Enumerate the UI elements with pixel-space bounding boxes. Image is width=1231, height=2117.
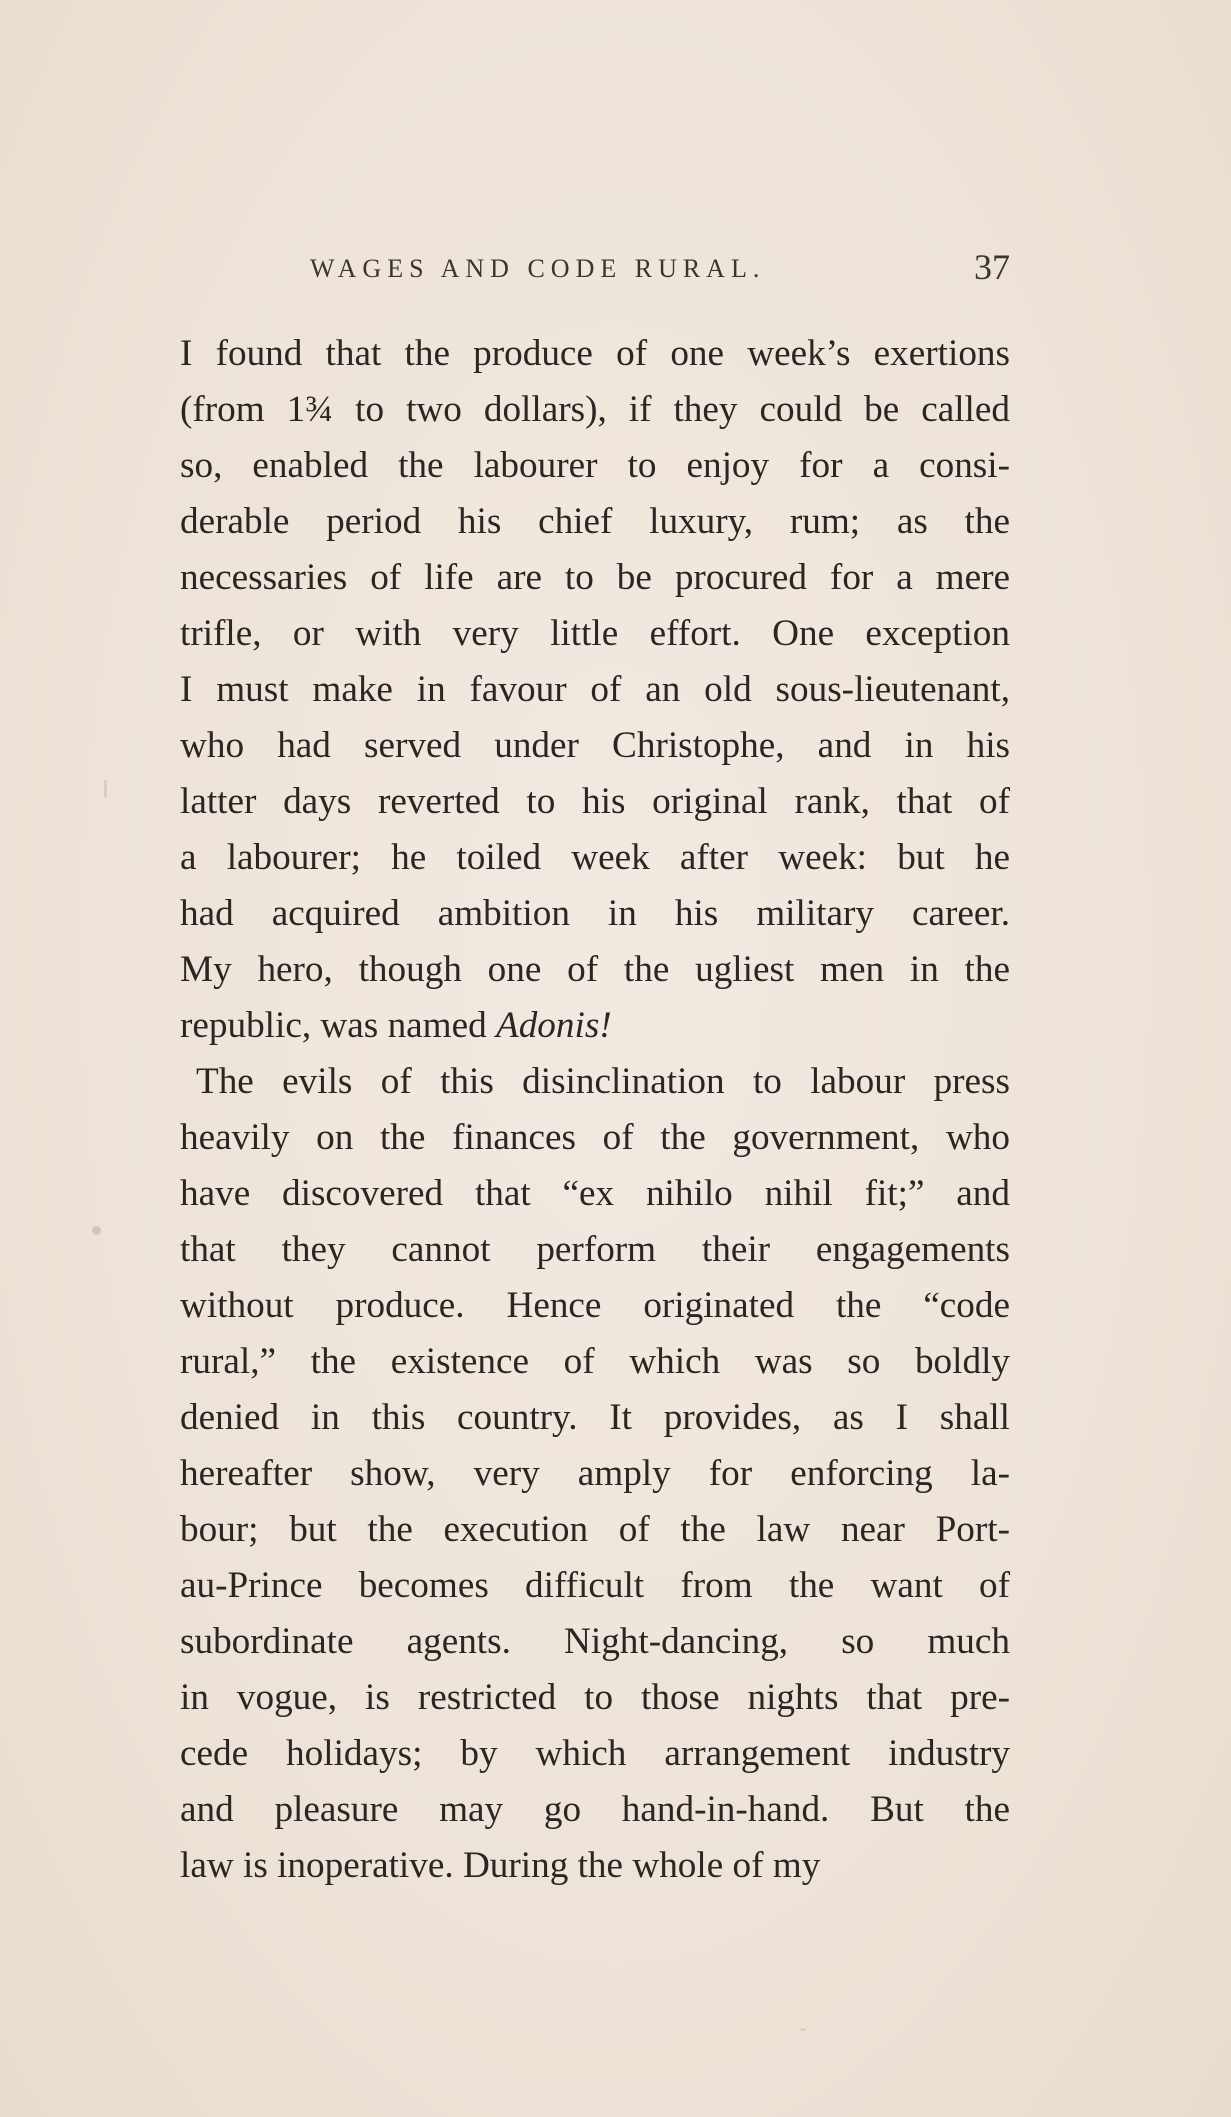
paper-spot [800,2028,806,2031]
text-line: (from 1¾ to two dollars), if they could be called [180,389,1010,430]
text-line: The evils of this disinclination to labour press [196,1061,1010,1102]
text-line: denied in this country. It provides, as I shall [180,1397,1010,1438]
text-line: so, enabled the labourer to enjoy for a consi- [180,445,1010,486]
text-line: cede holidays; by which arrangement industry [180,1733,1010,1774]
text-line: who had served under Christophe, and in his [180,725,1010,766]
text-line [180,998,1010,1054]
body-text [180,326,1010,1894]
paragraph [180,326,1010,1054]
text-line: au-Prince becomes difficult from the want of [180,1565,1010,1606]
paper-spot [92,1226,101,1235]
final-line-text: republic, was named [180,1005,496,1046]
page-number: 37 [974,247,1010,287]
text-line: and pleasure may go hand-in-hand. But the [180,1789,1010,1830]
text-line: hereafter show, very amply for enforcing la- [180,1453,1010,1494]
text-line: a labourer; he toiled week after week: but he [180,837,1010,878]
paper-spot [104,780,107,798]
text-line: I found that the produce of one week’s exertions [180,333,1010,374]
text-line: law is inoperative. During the whole of my [180,1845,821,1886]
text-line: without produce. Hence originated the “code [180,1285,1010,1326]
text-line: rural,” the existence of which was so boldly [180,1341,1010,1382]
text-line: that they cannot perform their engagements [180,1229,1010,1270]
text-line: had acquired ambition in his military career. [180,893,1010,934]
text-line: necessaries of life are to be procured for a mere [180,557,1010,598]
text-line: have discovered that “ex nihilo nihil fit;” and [180,1173,1010,1214]
italic-name: Adonis! [496,1005,612,1046]
text-line: heavily on the finances of the government, who [180,1117,1010,1158]
running-title: WAGES AND CODE RURAL. [310,254,766,283]
running-header [180,246,1010,296]
text-line: trifle, or with very little effort. One exception [180,613,1010,654]
paragraph [180,1054,1010,1894]
text-line: in vogue, is restricted to those nights that pre- [180,1677,1010,1718]
text-line: My hero, though one of the ugliest men in the [180,949,1010,990]
text-line: derable period his chief luxury, rum; as the [180,501,1010,542]
text-line: subordinate agents. Night-dancing, so much [180,1621,1010,1662]
text-line: latter days reverted to his original rank, that of [180,781,1010,822]
text-line: I must make in favour of an old sous-lieutenant, [180,669,1010,710]
text-line: bour; but the execution of the law near Port- [180,1509,1010,1550]
